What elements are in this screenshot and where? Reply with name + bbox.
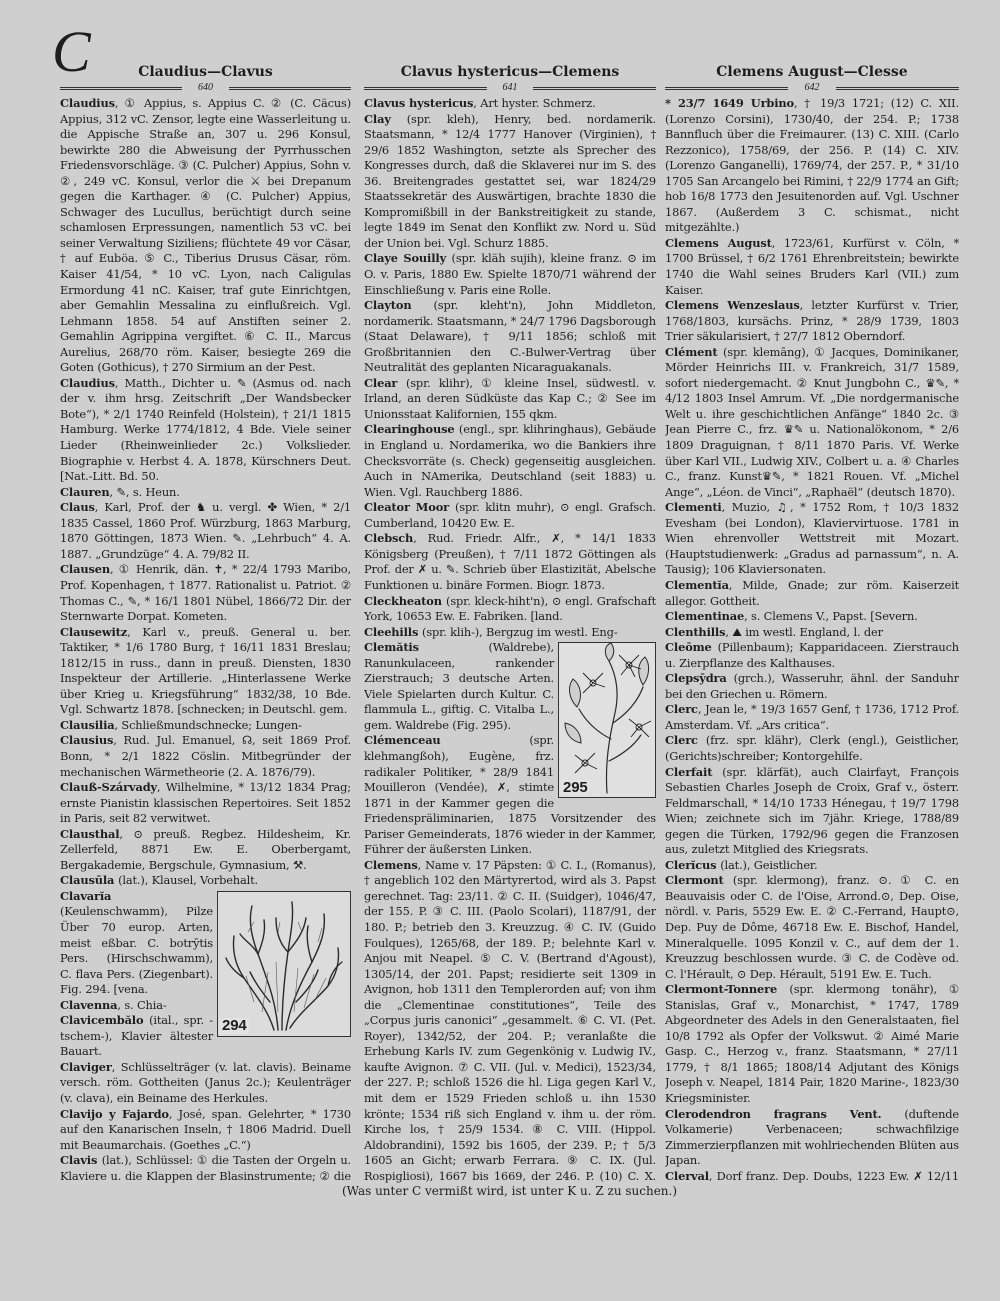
dictionary-entry: Clenthills, ⛰ im westl. England, l. der — [665, 624, 883, 639]
dictionary-entry: Clémenceau (spr. klehmangßoh), Eugène, frz. radikaler Politiker, * 28/9 1841 Mouilleron (Vendée), ✗, stimte 1871 in der Kammer gegen die Friedenspräliminarien, 1875 Vorsitzender des Pariser Gemeinderats, 1876 wieder in der Kammer, Führer der äußersten Linken. — [364, 733, 656, 857]
entry-headword: Clementinae — [665, 609, 745, 624]
page-number-right — [665, 82, 959, 94]
entry-headword: Clermont-Tonnere — [665, 982, 790, 997]
entry-headword: Clerc — [665, 733, 706, 748]
dictionary-entry: Clerval, Dorf franz. Dep. Doubs, 1223 Ew. ✗ 12/11 — [665, 1168, 959, 1183]
dictionary-entry: Clemens August, 1723/61, Kurfürst v. Cöln, * 1700 Brüssel, † 6/2 1761 Ehrenbreitstein; bewirkte 1740 die Wahl seines Bruders Karl (VII.) zum Kaiser. — [665, 235, 959, 297]
dictionary-entry: Clavicembălo (ital., spr. -tschem-), Klavier ältester Bauart. — [60, 1013, 214, 1059]
dictionary-entry: Clemens Wenzeslaus, letzter Kurfürst v. Trier, 1768/1803, kursächs. Prinz, * 28/9 1739, 1803 Trier säkularisiert, † 27/7 1812 Oberndorf. — [665, 298, 959, 344]
dictionary-entry: Clay (spr. kleh), Henry, bed. nordamerik. Staatsmann, * 12/4 1777 Hanover (Virginien), † 29/6 1852 Washington, setzte als Sprecher des Kongresses durch, daß die Sklaverei nur im S. des 36. Breitengrades gestattet sei, war 1824/29 Staatssekretär des Auswärtigen, brachte 1830 die Kompromißbill in der Bankstreitigkeit zu stande, legte 1849 im Senat den Konflikt zw. Nord u. Süd der Union bei. Vgl. Schurz 1885. — [364, 111, 656, 250]
dictionary-entry: Clermont (spr. klermong), franz. ⊙. ① C. en Beauvaisis oder C. de l'Oise, Arrond.⊙, Dep. Oise, nördl. v. Paris, 5529 Ew. E. ② C.-Ferrand, Haupt⊙, Dep. Puy de Dôme, 46718 Ew. E. Bischof, Handel, Mineralquelle. 1095 Konzil v. C., auf dem der 1. Kreuzzug beschlossen wurde. ③ C. de Codève od. C. l'Hérault, ⊙ Dep. Hérault, 5191 Ew. E. Tuch. — [665, 873, 959, 981]
dictionary-entry: Clementi, Muzio, ♫, * 1752 Rom, † 10/3 1832 Evesham (bei London), Klaviervirtuose. 1781 in Wien ehrenvoller Wettstreit mit Mozart. (Hauptstudienwerk: „Gradus ad parnassum“, n. A. Tausig); 106 Klaviersonaten. — [665, 500, 959, 577]
entry-headword: Clementi — [665, 500, 722, 515]
dictionary-entry: Clausewitz, Karl v., preuß. General u. ber. Taktiker, * 1/6 1780 Burg, † 16/11 1831 Breslau; 1812/15 in russ., dann in preuß. Diensten, 1830 Inspekteur der Artillerie. „Hinterlassene Werke über Krieg u. Kriegsführung“ 1832/38, 10 Bde. Vgl. Schwartz 1878. [schnecken; in Deutschl. gem. — [60, 624, 351, 717]
entry-headword: Clerc — [665, 702, 698, 717]
entry-headword: Clausūla — [60, 873, 119, 888]
dictionary-entry: Cleckheaton (spr. kleck-hiht'n), ⊙ engl. Grafschaft York, 10653 Ew. E. Fabriken. [land. — [364, 593, 656, 624]
dictionary-entry: Clavis (lat.), Schlüssel: ① die Tasten der Orgeln u. Klaviere u. die Klappen der Blasinstrumente; ② die — [60, 1153, 351, 1183]
entry-headword: Cleckheaton — [364, 593, 447, 608]
column-right — [665, 96, 959, 1184]
clematis-plant-illustration — [559, 643, 655, 797]
entry-headword: Clermont — [665, 873, 733, 888]
entry-headword: Clementĭa — [665, 577, 729, 592]
clavaria-fungus-illustration — [218, 892, 350, 1036]
figure-295 — [558, 642, 656, 798]
dictionary-entry: Clément (spr. klemāng), ① Jacques, Dominikaner, Mörder Heinrichs III. v. Frankreich, 31/7 1589, sofort niedergemacht. ② Knut Jungbohn C., ♛✎, * 4/12 1803 Insel Amrum. Vf. „Die nordgermanische Welt u. ihre geschichtlichen Anfänge“ 1840 2c. ③ Jean Pierre C., frz. ♛✎ u. Nationalökonom, * 2/6 1809 Draguignan, † 8/11 1870 Paris. Vf. Werke über Karl VII., Ludwig XIV., Colbert u. a. ④ Charles C., franz. Kunst♛✎, * 1821 Rouen. Vf. „Michel Ange“, „Léon. de Vinci“, „Raphaël“ (deutsch 1870). — [665, 344, 959, 499]
dictionary-entry: Clemătis (Waldrebe), Ranunkulaceen, rankender Zierstrauch; 3 deutsche Arten. Viele Spielarten durch Kultur. C. flammula L., giftig. C. Vitalba L., gem. Waldrebe (Fig. 295). — [364, 640, 554, 732]
entry-headword: Clerĭcus — [665, 857, 721, 872]
entry-headword: * 23/7 1649 Urbino — [665, 96, 794, 110]
entry-headword: Clayton — [364, 298, 434, 313]
dictionary-entry: Clausen, ① Henrik, dän. ✝, * 22/4 1793 Maribo, Prof. Kopenhagen, † 1877. Rationalist u. Patriot. ② Thomas C., ✎, * 16/1 1801 Nübel, 1866/72 Dir. der Sternwarte Dorpat. Kometen. — [60, 562, 351, 624]
section-letter: C — [52, 19, 91, 84]
page-number-text: 642 — [804, 82, 820, 93]
dictionary-entry: Clepsȳdra (grch.), Wasseruhr, ähnl. der Sanduhr bei den Griechen u. Römern. — [665, 671, 959, 701]
dictionary-entry: * 23/7 1649 Urbino, † 19/3 1721; (12) C. XII. (Lorenzo Corsini), 1730/40, der 254. P.; 1738 Bannfluch über die Freimaurer. (13) C. XIII. (Carlo Rezzonico), 1758/69, der 256. P. (14) C. XIV. (Lorenzo Ganganelli), 1769/74, der 257. P., * 31/10 1705 San Arcangelo bei Rimini, † 22/9 1774 an Gift; hob 16/8 1773 den Jesuitenorden auf. Vgl. Uschner 1867. (Außerdem 3 C. schismat., nicht mitgezählte.) — [665, 96, 959, 235]
dictionary-entry: Claye Souilly (spr. kläh sujih), kleine franz. ⊙ im O. v. Paris, 1880 Ew. Spielte 1870/71 während der Einschließung v. Paris eine Rolle. — [364, 251, 656, 297]
rule — [229, 87, 351, 90]
entry-headword: Clauß-Szárvady — [60, 780, 157, 795]
entry-headword: Clepsȳdra — [665, 671, 734, 686]
entry-headword: Clemens August — [665, 235, 772, 250]
figure-294 — [217, 891, 351, 1037]
entry-headword: Claus — [60, 500, 95, 515]
entry-headword: Cleehills — [364, 624, 423, 639]
entry-headword: Clerval — [665, 1168, 709, 1183]
entry-headword: Clavus hystericus — [364, 96, 474, 110]
figure-number: 295 — [563, 778, 588, 796]
page-number-left — [60, 82, 351, 94]
dictionary-entry: Cleator Moor (spr. klitn muhr), ⊙ engl. Grafsch. Cumberland, 10420 Ew. E. — [364, 500, 656, 530]
dictionary-entry: Clayton (spr. kleht'n), John Middleton, nordamerik. Staatsmann, * 24/7 1796 Dagsborough (Staat Delaware), † 9/11 1856; schloß mit Großbritannien den C.-Bulwer-Vertrag über Neutralität des geplanten Nicaraguakanals. — [364, 298, 656, 375]
running-head-left: Claudius—Clavus — [138, 64, 273, 80]
rule — [60, 87, 182, 90]
dictionary-entry: Clebsch, Rud. Friedr. Alfr., ✗, * 14/1 1833 Königsberg (Preußen), † 7/11 1872 Göttingen als Prof. der ✗ u. ✎. Schrieb über Elastizität, Abelsche Funktionen u. binäre Formen. Biogr. 1873. — [364, 531, 656, 592]
entry-headword: Clavis — [60, 1153, 102, 1168]
entry-headword: Clausius — [60, 733, 114, 748]
dictionary-entry: Clerodendron fragrans Vent. (duftende Volkamerie) Verbenaceen; schwachfilzige Zimmerzierpflanzen mit wohlriechenden Blüten aus Japan. — [665, 1106, 959, 1168]
entry-headword: Clearinghouse — [364, 422, 459, 437]
entry-headword: Clausilia — [60, 717, 115, 732]
dictionary-entry: Clerc (frz. spr. klähr), Clerk (engl.), Geistlicher, (Gerichts)schreiber; Kontorgehilfe. — [665, 733, 959, 763]
dictionary-entry: Clearinghouse (engl., spr. klihringhaus), Gebäude in England u. Nordamerika, wo die Bankiers ihre Checksvorräte (s. Check) gegenseitig ausgleichen. Auch in NAmerika, Deutschland (seit 1883) u. Wien. Vgl. Rauchberg 1886. — [364, 422, 656, 499]
dictionary-entry: Cleōme (Pillenbaum); Kapparidaceen. Zierstrauch u. Zierpflanze des Kalthauses. — [665, 640, 959, 670]
entry-headword: Clemătis — [364, 640, 489, 655]
dictionary-entry: Clauren, ✎, s. Heun. — [60, 484, 180, 499]
running-head-center: Clavus hystericus—Clemens — [400, 64, 620, 80]
entry-headword: Cleator Moor — [364, 500, 455, 515]
column-center — [364, 96, 656, 1184]
dictionary-entry: Clavenna, s. Chia- — [60, 997, 167, 1012]
page-number-text: 641 — [502, 82, 518, 93]
entry-headword: Claudius — [60, 96, 115, 110]
column-left — [60, 96, 351, 1184]
entry-headword: Claudius — [60, 375, 115, 390]
rule — [836, 87, 959, 90]
dictionary-entry: Clermont-Tonnere (spr. klermong tonähr), ① Stanislas, Graf v., Monarchist, * 1747, 1789 Abgeordneter des Adels in den Generalstaaten, fiel 10/8 1792 als Opfer der Volkswut. ② Aimé Marie Gasp. C., Herzog v., franz. Staatsmann, * 27/11 1779, † 8/1 1865; 1808/14 Adjutant des Königs Joseph v. Neapel, 1814 Pair, 1820 Marine-, 1823/30 Kriegsminister. — [665, 982, 959, 1105]
entry-headword: Clemens Wenzeslaus — [665, 298, 800, 313]
dictionary-entry: Clavarĭa (Keulenschwamm), Pilze Über 70 europ. Arten, meist eßbar. C. botrȳtis Pers. (Hirschschwamm), C. flava Pers. (Ziegenbart). Fig. 294. [vena. — [60, 888, 213, 997]
entry-headword: Clauren — [60, 484, 110, 499]
dictionary-entry: Clerfait (spr. klärfät), auch Clairfayt, François Sebastien Charles Joseph de Croix, Graf v., österr. Feldmarschall, * 14/10 1733 Hénegau, † 19/7 1798 Wien; zeichnete sich im 7jähr. Kriege, 1788/89 gegen die Türken, 1792/96 gegen die Franzosen aus, zuletzt Mitglied des Kriegsrats. — [665, 764, 959, 857]
entry-headword: Clausen — [60, 562, 110, 577]
dictionary-entry: Clausilia, Schließmundschnecke; Lungen- — [60, 717, 302, 732]
entry-headword: Clebsch — [364, 531, 414, 546]
running-head-right: Clemens August—Clesse — [716, 64, 908, 80]
figure-number: 294 — [222, 1017, 247, 1035]
dictionary-entry: Clerĭcus (lat.), Geistlicher. — [665, 857, 818, 872]
rule — [665, 87, 788, 90]
entry-headword: Cleōme — [665, 640, 718, 655]
entry-headword: Claye Souilly — [364, 251, 452, 266]
entry-headword: Clavenna — [60, 997, 118, 1012]
entry-headword: Clerfait — [665, 764, 723, 779]
entry-headword: Clavarĭa — [60, 888, 112, 903]
dictionary-entry: Cleehills (spr. klih-), Bergzug im westl. Eng- — [364, 624, 618, 639]
entry-headword: Clerodendron fragrans Vent. — [665, 1106, 905, 1121]
entry-headword: Clemens — [364, 857, 418, 872]
dictionary-entry: Claudius, ① Appius, s. Appius C. ② (C. Cäcus) Appius, 312 vC. Zensor, legte eine Wasserleitung u. die Appische Straße an, 307 u. 296 Konsul, bewirkte 280 die Abweisung der Pyrrhusschen Friedensvorschläge. ③ (C. Pulcher) Appius, Sohn v. ②, 249 vC. Konsul, verlor die ⚔ bei Drepanum gegen die Karthager. ④ (C. Pulcher) Appius, Schwager des Lucullus, berüchtigt durch seine schamlosen Erpressungen, namentlich 53 vC. bei seiner Verwaltung Siziliens; flüchtete 49 vor Cäsar, † auf Euböa. ⑤ C., Tiberius Drusus Cäsar, röm. Kaiser 41/54, * 10 vC. Lyon, nach Caligulas Ermordung 41 nC. Kaiser, traf gute Einrichtgen, aber Gemahlin Messalina zu einflußreich. Vgl. Lehmann 1858. 54 auf Anstiften seiner 2. Gemahlin Agrippina vergiftet. ⑥ C. II., Marcus Aurelius, 268/70 röm. Kaiser, besiegte 269 die Goten (Gothicus), † 270 Sirmium an der Pest. — [60, 96, 351, 375]
rule — [533, 87, 656, 90]
dictionary-entry: Claudius, Matth., Dichter u. ✎ (Asmus od. nach der v. ihm hrsg. Zeitschrift „Der Wandsbecker Bote“), * 2/1 1740 Reinfeld (Holstein), † 21/1 1815 Hamburg. Werke 1774/1812, 4 Bde. Viele seiner Lieder (Rheinweinlieder 2c.) Volkslieder. Biographie v. Herbst 4. A. 1878, Kürschners Deut. [Nat.-Litt. Bd. 50. — [60, 375, 351, 484]
dictionary-entry: Clerc, Jean le, * 19/3 1657 Genf, † 1736, 1712 Prof. Amsterdam. Vf. „Ars critica“. — [665, 702, 959, 732]
page-number-center — [364, 82, 656, 94]
dictionary-entry: Clear (spr. klihr), ① kleine Insel, südwestl. v. Irland, an deren Südküste das Kap C.; ② See im Unionsstaat Kalifornien, 155 qkm. — [364, 375, 656, 421]
entry-headword: Clay — [364, 111, 407, 126]
entry-headword: Clausthal — [60, 826, 120, 841]
entry-headword: Claviger — [60, 1059, 112, 1074]
dictionary-entry: Claus, Karl, Prof. der ♞ u. vergl. ✤ Wien, * 2/1 1835 Cassel, 1860 Prof. Würzburg, 1863 Marburg, 1870 Göttingen, 1873 Wien. ✎. „Lehrbuch“ 4. A. 1887. „Grundzüge“ 4. A. 79/82 II. — [60, 500, 351, 561]
dictionary-entry: Claviger, Schlüsselträger (v. lat. clavis). Beiname versch. röm. Gottheiten (Janus 2c.); Keulenträger (v. clava), ein Beiname des Herkules. — [60, 1059, 351, 1105]
entry-headword: Clavijo y Fajardo — [60, 1106, 169, 1121]
dictionary-entry: Clementĭa, Milde, Gnade; zur röm. Kaiserzeit allegor. Gottheit. — [665, 577, 959, 608]
entry-headword: Clément — [665, 344, 723, 359]
dictionary-entry: Clemens, Name v. 17 Päpsten: ① C. I., (Romanus), † angeblich 102 den Märtyrertod, wird als 3. Papst gerechnet. Tag: 23/11. ② C. II. (Suidger), 1046/47, der 155. P. ③ C. III. (Paolo Scolari), 1187/91, der 180. P.; betrieb den 3. Kreuzzug. ④ C. IV. (Guido Foulques), 1265/68, der 189. P.; belehnte Karl v. Anjou mit Neapel. ⑤ C. V. (Bertrand d'Agoust), 1305/14, der 201. Papst; residierte seit 1309 in Avignon, hob 1311 den Templerorden auf; von ihm die „Clementinae constitutiones“, Teile des „Corpus juris canonici“ „gesammelt. ⑥ C. VI. (Pet. Royer), 1342/52, der 204. P.; veranlaßte die Erhebung Karls IV. zum Gegenkönig v. Ludwig IV., kaufte Avignon. ⑦ C. VII. (Jul. v. Medici), 1523/34, der 227. P.; schloß 1526 die hl. Liga gegen Karl V., mit dem er 1529 Frieden schloß u. ihn 1530 krönte; 1534 riß sich England v. ihm u. der röm. Kirche los, † 25/9 1534. ⑧ C. VIII. (Hippol. Aldobrandini), 1592 bis 1605, der 239. P.; † 5/3 1605 an Gicht; erwarb Ferrara. ⑨ C. IX. (Jul. Rospigliosi), 1667 bis 1669, der 246. P. (10) C. X. — [364, 857, 656, 1183]
dictionary-entry: Clavijo y Fajardo, José, span. Gelehrter, * 1730 auf den Kanarischen Inseln, † 1806 Madrid. Duell mit Beaumarchais. (Goethes „C.“) — [60, 1106, 351, 1152]
dictionary-entry: Clausūla (lat.), Klausel, Vorbehalt. — [60, 873, 259, 888]
entry-headword: Clausewitz — [60, 624, 128, 639]
dictionary-entry: Clauß-Szárvady, Wilhelmine, * 13/12 1834 Prag; ernste Pianistin klassischen Repertoires. Seit 1852 in Paris, seit 82 verwitwet. — [60, 780, 351, 826]
dictionary-entry: Clausthal, ⊙ preuß. Regbez. Hildesheim, Kr. Zellerfeld, 8871 Ew. E. Oberbergamt, Bergakademie, Bergschule, Gymnasium, ⚒. — [60, 826, 351, 872]
rule — [364, 87, 487, 90]
page-number-text: 640 — [198, 82, 213, 93]
dictionary-entry: Clavus hystericus, Art hyster. Schmerz. — [364, 96, 596, 110]
entry-headword: Clenthills — [665, 624, 726, 639]
entry-headword: Clémenceau — [364, 733, 530, 748]
entry-headword: Clavicembălo — [60, 1013, 150, 1028]
entry-headword: Clear — [364, 375, 406, 390]
page-footer-note: (Was unter C vermißt wird, ist unter K u. Z zu suchen.) — [341, 1184, 678, 1198]
dictionary-entry: Clausius, Rud. Jul. Emanuel, ☊, seit 1869 Prof. Bonn, * 2/1 1822 Cöslin. Mitbegründer der mechanischen Wärmetheorie (2. A. 1876/79). — [60, 733, 351, 779]
dictionary-entry: Clementinae, s. Clemens V., Papst. [Severn. — [665, 609, 918, 624]
